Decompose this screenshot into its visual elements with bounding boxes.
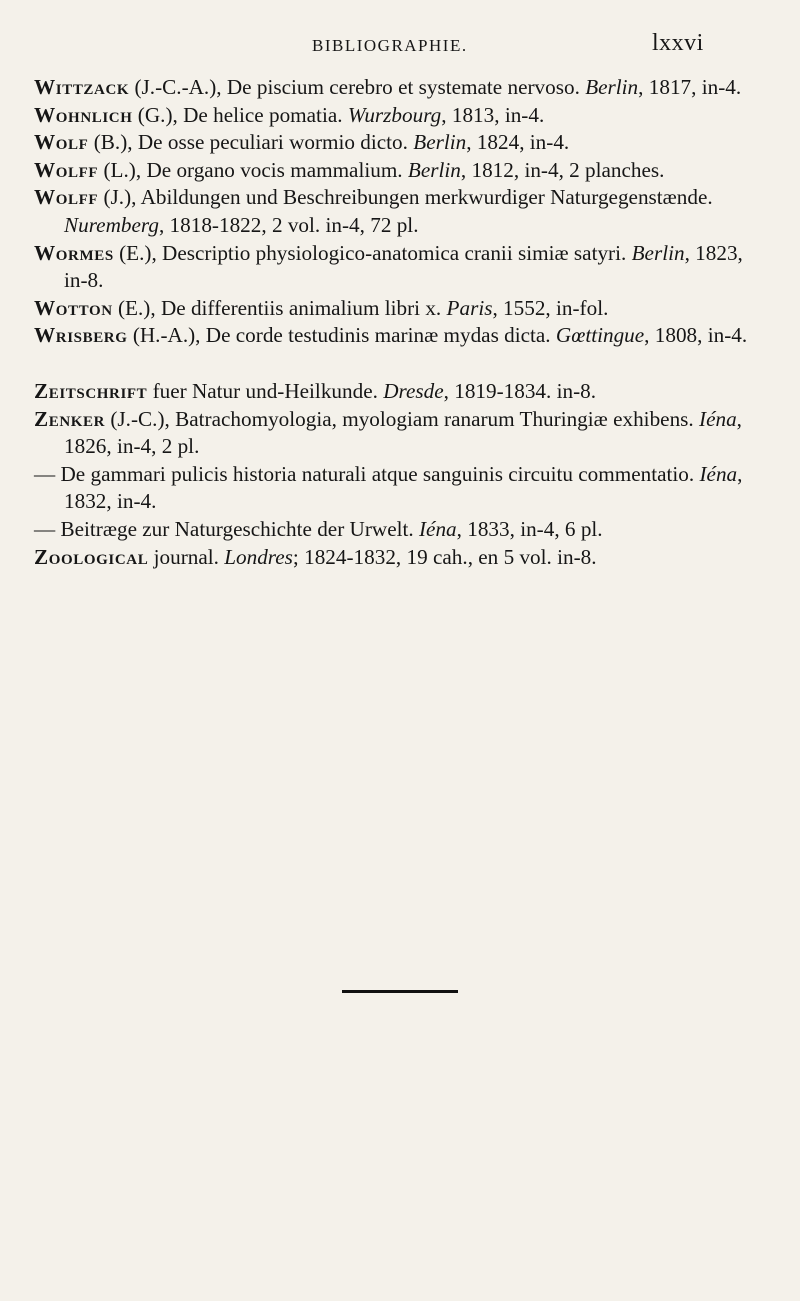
bibliography-entry: [34, 184, 766, 239]
entry-author: Wolff: [34, 157, 99, 182]
entry-author: Zoological: [34, 544, 149, 569]
entry-place: Iéna: [699, 461, 738, 486]
entry-place: Wurzbourg: [347, 102, 442, 127]
entry-place: Berlin: [631, 240, 685, 265]
entry-place: Dresde: [383, 378, 444, 403]
bibliography-entry: [34, 516, 766, 544]
entry-place: Gœttingue: [555, 323, 645, 348]
bibliography-entry: [34, 378, 766, 406]
entry-title: Descriptio physiologico-anatomica cranii simiæ satyri.: [162, 240, 632, 265]
entry-details: ; 1824-1832, 19 cah., en 5 vol. in-8.: [292, 544, 597, 569]
bibliography-entry: [34, 157, 766, 185]
page-number: lxxvi: [652, 30, 704, 56]
entry-title: De osse peculiari wormio dicto.: [137, 130, 414, 155]
entry-title: De organo vocis mammalium.: [146, 157, 408, 182]
entry-author: Wormes: [34, 240, 114, 265]
entry-author: Wrisberg: [34, 323, 128, 348]
entry-title: De helice pomatia.: [183, 102, 348, 127]
entry-initials: (J.),: [98, 185, 141, 210]
bibliography-entry: [34, 295, 766, 323]
entry-title: De differentiis animalium libri x.: [160, 295, 447, 320]
section-gap: [34, 350, 766, 378]
entry-initials: (E.),: [113, 240, 163, 265]
entry-author: Wotton: [34, 295, 113, 320]
entry-details: , 1826, in-4, 2 pl.: [64, 406, 742, 459]
entry-title: Beitræge zur Naturgeschichte der Urwelt.: [60, 516, 419, 541]
entry-details: , 1818-1822, 2 vol. in-4, 72 pl.: [158, 212, 419, 237]
bibliography-entry: [34, 74, 766, 102]
bibliography-entry: [34, 461, 766, 516]
bibliography-entries: [34, 74, 766, 571]
entry-author: Zenker: [34, 406, 106, 431]
entry-title: fuer Natur und-Heilkunde.: [152, 378, 384, 403]
bibliography-entry: [34, 322, 766, 350]
entry-author: Wolff: [34, 185, 99, 210]
entry-place: Berlin: [413, 130, 467, 155]
entry-author: Wohnlich: [34, 102, 133, 127]
bibliography-entry: [34, 240, 766, 295]
entry-author: Wolf: [34, 130, 89, 155]
bibliography-entry: [34, 102, 766, 130]
entry-place: Iéna: [699, 406, 737, 431]
bibliography-entry: [34, 544, 766, 572]
entry-initials: (J.-C.-A.),: [129, 75, 227, 99]
entry-place: Berlin: [407, 157, 461, 182]
entry-place: Londres: [224, 544, 293, 569]
entry-dash: —: [34, 461, 61, 486]
entry-details: , 1823, in-8.: [64, 240, 743, 293]
entry-initials: (L.),: [98, 157, 147, 182]
entry-details: , 1817, in-4.: [638, 75, 742, 99]
entry-details: , 1813, in-4.: [441, 102, 545, 127]
entry-details: , 1819-1834. in-8.: [443, 378, 597, 403]
entry-details: , 1552, in-fol.: [492, 295, 609, 320]
bibliography-entry: [34, 406, 766, 461]
entry-title: Abildungen und Beschreibungen merkwurdiger Naturgegenstænde.: [140, 185, 713, 210]
entry-initials: (B.),: [88, 130, 138, 155]
entry-title: De piscium cerebro et systemate nervoso.: [226, 75, 586, 99]
entry-initials: (J.-C.),: [105, 406, 176, 431]
entry-details: , 1832, in-4.: [64, 461, 743, 514]
entry-title: De corde testudinis marinæ mydas dicta.: [205, 323, 556, 348]
entry-details: , 1833, in-4, 6 pl.: [456, 516, 603, 541]
entry-initials: (G.),: [132, 102, 184, 127]
entry-details: , 1808, in-4.: [644, 323, 748, 348]
entry-details: , 1812, in-4, 2 planches.: [460, 157, 665, 182]
entry-place: Nuremberg: [64, 212, 159, 237]
entry-title: De gammari pulicis historia naturali atque sanguinis circuitu commentatio.: [60, 461, 700, 486]
entry-place: Iéna: [418, 516, 457, 541]
entry-initials: (H.-A.),: [127, 323, 206, 348]
entry-author: Wittzack: [34, 75, 130, 99]
entry-place: Berlin: [585, 75, 639, 99]
running-title: BIBLIOGRAPHIE.: [312, 36, 468, 55]
running-head: [0, 30, 800, 66]
bibliography-entry: [34, 129, 766, 157]
entry-place: Paris: [446, 295, 493, 320]
entry-dash: —: [34, 516, 61, 541]
entry-initials: (E.),: [112, 295, 161, 320]
entry-title: Batrachomyologia, myologiam ranarum Thuringiæ exhibens.: [175, 406, 700, 431]
entry-author: Zeitschrift: [34, 378, 148, 403]
end-of-section-rule: [342, 990, 458, 993]
entry-details: , 1824, in-4.: [466, 130, 570, 155]
entry-title: journal.: [153, 544, 225, 569]
